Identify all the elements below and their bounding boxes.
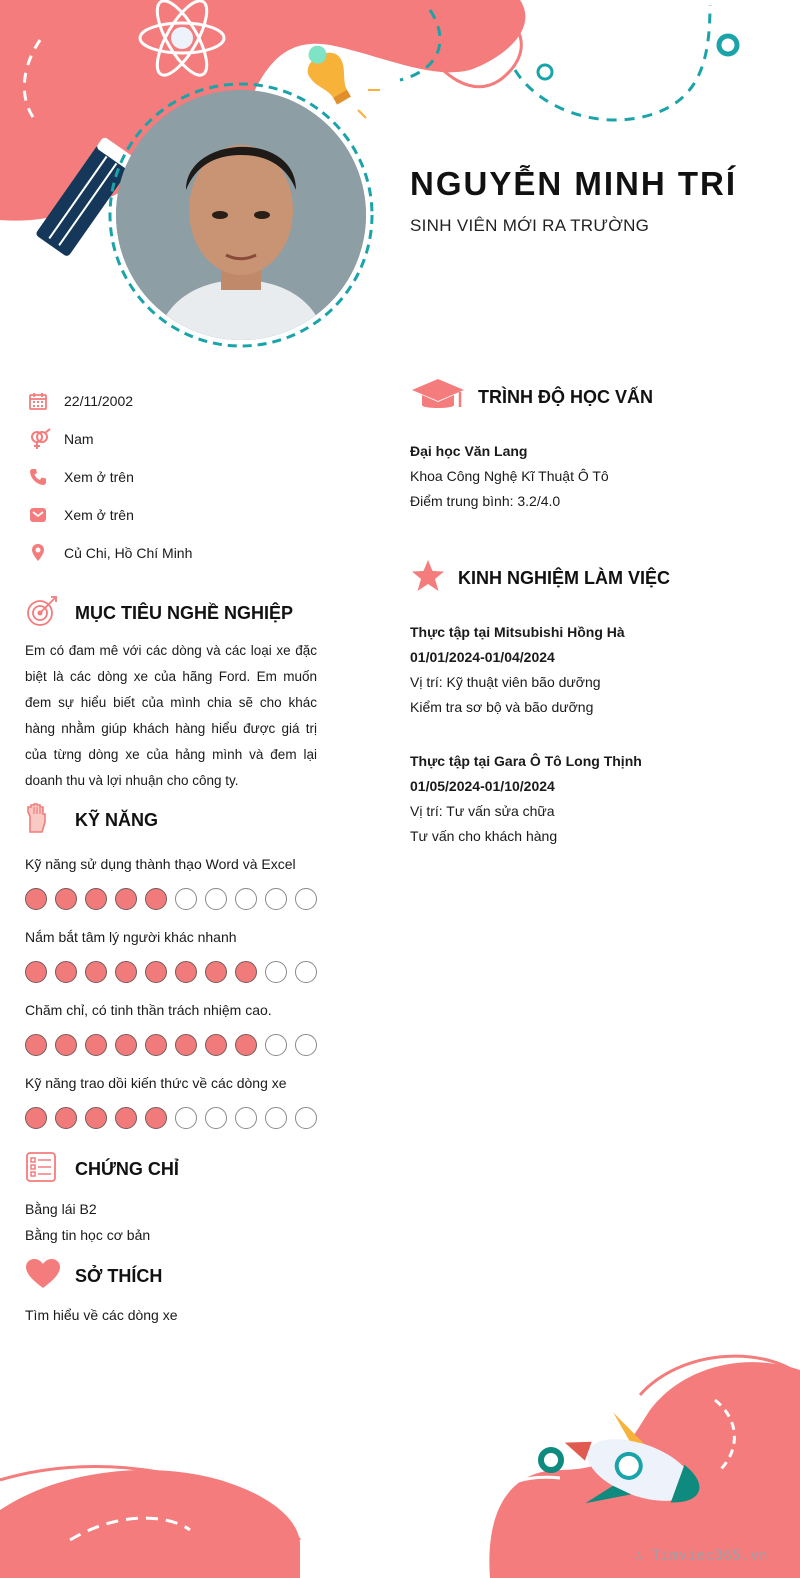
experience-task: Tư vấn cho khách hàng: [410, 828, 558, 844]
gender-text: Nam: [64, 431, 94, 447]
rating-dot-filled: [115, 888, 137, 910]
school-name: Đại học Văn Lang: [410, 443, 528, 459]
rating-dot-empty: [265, 961, 287, 983]
skill-label: Chăm chỉ, có tinh thần trách nhiệm cao.: [25, 1002, 272, 1018]
rating-dot-filled: [25, 1034, 47, 1056]
location-icon: [28, 543, 64, 563]
rating-dot-filled: [85, 1034, 107, 1056]
hobbies-header: [25, 1258, 162, 1295]
rating-dot-filled: [25, 1107, 47, 1129]
location-text: Củ Chi, Hồ Chí Minh: [64, 545, 193, 561]
objective-text: Em có đam mê với các dòng và các loại xe đặc biệt là các dòng xe của hãng Ford. Em muốn đem sự hiểu biết của mình chia sẽ cho khác hàng nhằm giúp khách hàng hiểu được giá trị của từng dòng xe của hảng mình và đem lại doanh thu và lợi nhuận cho công ty.: [25, 643, 317, 788]
rating-dot-empty: [175, 1107, 197, 1129]
birthdate-text: 22/11/2002: [64, 393, 134, 409]
rating-dot-empty: [295, 1034, 317, 1056]
skills-list: [25, 850, 325, 1142]
rating-dot-filled: [145, 1034, 167, 1056]
phone-icon: [28, 467, 64, 487]
email-text: Xem ở trên: [64, 507, 134, 523]
faculty: Khoa Công Nghệ Kĩ Thuật Ô Tô: [410, 468, 609, 484]
gender-icon: [28, 428, 64, 450]
watermark: ∴ Timviec365.vn: [634, 1548, 768, 1564]
hobbies-list: [25, 1302, 178, 1328]
rating-dot-filled: [235, 961, 257, 983]
experience-heading: KINH NGHIỆM LÀM VIỆC: [458, 568, 671, 588]
rating-dot-filled: [25, 961, 47, 983]
education-heading: TRÌNH ĐỘ HỌC VẤN: [478, 387, 653, 407]
education-header: [410, 377, 653, 418]
rating-dot-filled: [205, 961, 227, 983]
target-icon: [25, 594, 75, 633]
rating-dot-empty: [205, 1107, 227, 1129]
experience-position: Vị trí: Tư vấn sửa chữa: [410, 803, 555, 819]
rating-dot-empty: [295, 1107, 317, 1129]
info-gender: [28, 420, 328, 458]
experience-company: Thực tập tại Gara Ô Tô Long Thịnh: [410, 753, 642, 769]
experience-item: [410, 749, 642, 849]
rating-dot-empty: [235, 888, 257, 910]
skill-item: [25, 850, 325, 923]
rating-dot-filled: [145, 1107, 167, 1129]
rating-dot-filled: [115, 1034, 137, 1056]
hobbies-heading: SỞ THÍCH: [75, 1266, 163, 1286]
rating-dot-filled: [235, 1034, 257, 1056]
skill-item: [25, 923, 325, 996]
gpa: Điểm trung bình: 3.2/4.0: [410, 493, 561, 509]
graduation-cap-icon: [410, 377, 478, 418]
rating-dot-filled: [85, 961, 107, 983]
calendar-icon: [28, 391, 64, 411]
rating-dot-filled: [85, 1107, 107, 1129]
rating-dot-filled: [145, 888, 167, 910]
rating-dot-filled: [115, 1107, 137, 1129]
heart-icon: [25, 1258, 75, 1295]
avatar: [106, 80, 376, 350]
rating-dot-filled: [55, 1107, 77, 1129]
skill-item: [25, 996, 325, 1069]
rating-dot-filled: [85, 888, 107, 910]
skills-header: [25, 802, 158, 839]
person-silhouette-icon: [116, 90, 366, 340]
rating-dot-filled: [55, 961, 77, 983]
certificate-item: Bằng lái B2: [25, 1201, 97, 1217]
rating-dot-empty: [175, 888, 197, 910]
experience-period: 01/01/2024-01/04/2024: [410, 649, 555, 665]
star-icon: [410, 558, 458, 599]
rating-dot-filled: [205, 1034, 227, 1056]
info-email: [28, 496, 328, 534]
rating-dot-filled: [145, 961, 167, 983]
rating-dot-empty: [205, 888, 227, 910]
rating-dot-empty: [265, 1107, 287, 1129]
skills-heading: KỸ NĂNG: [75, 810, 159, 830]
experience-task: Kiểm tra sơ bộ và bão dưỡng: [410, 699, 594, 715]
skill-rating: [25, 888, 325, 910]
rating-dot-filled: [175, 961, 197, 983]
rating-dot-filled: [115, 961, 137, 983]
checklist-icon: [25, 1151, 75, 1188]
rating-dot-filled: [55, 888, 77, 910]
experience-header: [410, 558, 670, 599]
skill-label: Kỹ năng sử dụng thành thạo Word và Excel: [25, 856, 296, 872]
experience-period: 01/05/2024-01/10/2024: [410, 778, 555, 794]
info-location: [28, 534, 328, 572]
rating-dot-empty: [235, 1107, 257, 1129]
rating-dot-empty: [295, 961, 317, 983]
skill-label: Nắm bắt tâm lý người khác nhanh: [25, 929, 237, 945]
skill-item: [25, 1069, 325, 1142]
info-birthdate: [28, 382, 328, 420]
experience-company: Thực tập tại Mitsubishi Hồng Hà: [410, 624, 625, 640]
experience-item: [410, 620, 625, 720]
rating-dot-filled: [25, 888, 47, 910]
hand-icon: [25, 802, 75, 839]
profile-photo: [116, 90, 366, 340]
rating-dot-filled: [55, 1034, 77, 1056]
rating-dot-empty: [295, 888, 317, 910]
email-icon: [28, 505, 64, 525]
skill-rating: [25, 961, 325, 983]
certificate-item: Bằng tin học cơ bản: [25, 1227, 151, 1243]
certificates-list: [25, 1196, 150, 1248]
skill-label: Kỹ năng trao dồi kiến thức về các dòng xe: [25, 1075, 287, 1091]
experience-position: Vị trí: Kỹ thuật viên bão dưỡng: [410, 674, 601, 690]
certificates-heading: CHỨNG CHỈ: [75, 1159, 179, 1179]
phone-text: Xem ở trên: [64, 469, 134, 485]
certificates-header: [25, 1151, 179, 1188]
education-details: [410, 439, 609, 514]
rating-dot-empty: [265, 1034, 287, 1056]
skill-rating: [25, 1034, 325, 1056]
job-title: SINH VIÊN MỚI RA TRƯỜNG: [410, 216, 650, 235]
candidate-name: NGUYỄN MINH TRÍ: [410, 165, 737, 202]
objective-heading: MỤC TIÊU NGHỀ NGHIỆP: [75, 603, 294, 623]
hobby-item: Tìm hiểu về các dòng xe: [25, 1307, 178, 1323]
personal-info: [28, 382, 328, 572]
skill-rating: [25, 1107, 325, 1129]
info-phone: [28, 458, 328, 496]
rating-dot-filled: [175, 1034, 197, 1056]
rating-dot-empty: [265, 888, 287, 910]
objective-header: [25, 594, 293, 633]
